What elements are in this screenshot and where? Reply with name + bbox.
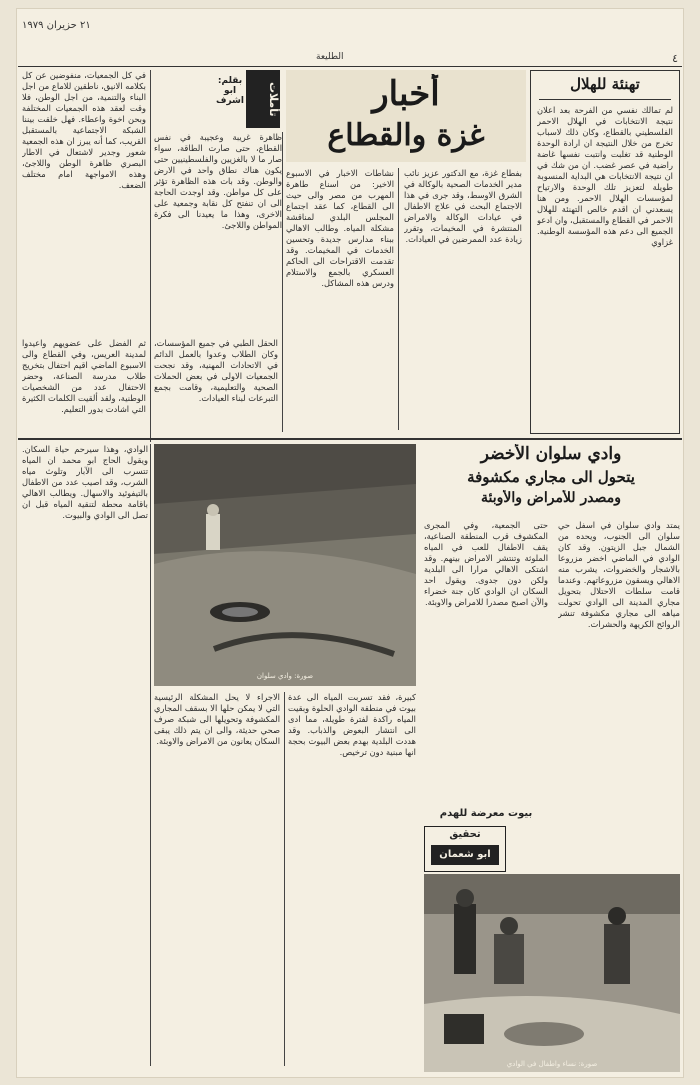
header-rule	[18, 66, 682, 67]
feature-column-2: حتى الجمعية، وفي المجرى المكشوف قرب المنطقة الصناعية، يقف الاطفال للعب في المياه الملوثة وتنتشر الامراض بينهم. وقد اشتكى الاهالي مرارا الى البلدية ولكن دون جدوى. ويقول احد السكان ان الوادي كان جنة خضراء والآن اصبح مصدرا للامراض والاوبئة.	[424, 520, 548, 607]
feature-column-1: يمتد وادي سلوان في اسفل حي سلوان الى الجنوب، ويحده من الشمال جبل الزيتون. وقد كان الوادي في الماضي اخضر مزروعا بالاشجار والخضروات، يشرب منه الاهالي ويسقون مزروعاتهم. وعندما قامت سلطات الاحتلال بتحويل مجاري المدينة الى الوادي تحولت مياهه الى مجاري مكشوفة تنشر الروائح الكريهة والحشرات.	[558, 520, 680, 629]
valley-photo	[154, 444, 416, 686]
feature-headline-3: ومصدر للأمراض والأوبئة	[481, 490, 621, 506]
newspaper-page	[16, 8, 684, 1078]
col-divider	[150, 444, 151, 1066]
issue-date: ٢١ حزيران ١٩٧٩	[22, 20, 91, 31]
news-column-right: بفطاع غزة، مع الدكتور عزيز نائب مدير الخدمات الصحية بالوكالة في الشرق الاوسط، وقد جرى في هذا الاجتماع البحث في علاج الاطفال في عيادات الوكالة والامراض المنتشرة في المخيمات، وتقرر زيادة عدد الممرضين في العيادات.	[404, 168, 522, 244]
col-divider	[282, 132, 283, 432]
mid-lower-column: الحقل الطبي في جميع المؤسسات، وكان الطلاب وعدوا بالعمل الدائم في الاتحادات المهنية، وقد نجحت الجمعيات الاولى في بعض الحملات الصحية والتعليمية، وقامت بجمع التبرعات لبناء العيادات.	[154, 338, 278, 403]
feature-column-3: كبيرة، فقد تسربت المياه الى عدة بيوت في منطقة الوادي الحلوة وبقيت المياه راكدة لفترة طويلة، مما ادى الى انتشار البعوض والذباب. وقد هددت البلدية بهدم بعض البيوت بحجة انها مبنية دون ترخيص.	[288, 692, 416, 757]
feature-headline-2: يتحول الى مجاري مكشوفة	[467, 468, 635, 486]
left-top-column: في كل الجمعيات، منفوضين عن كل بكلامه الانيق، ناطقين للاماع من اجل البناء والتنمية، من اجل الوطن، فلا وقت لعقد هذه الجمعيات المختلفة وبحن اخوة واعطاء. فهل خلقت بيننا الشبكة الاجتماعية بالمستقبل القريب، كما أنه يبرز ان هذه الجمعية شعور وجدير لاشتعال في الاطار البصري ظاهرة الوطن واللاجئ، وهذه الامواجهة امام مختلف الضعف.	[22, 70, 146, 190]
feature-subhead: بيوت معرضة للهدم	[439, 808, 533, 819]
badge-investigation-title: تحقيق	[449, 829, 481, 840]
badge-title: تأملات	[246, 70, 280, 128]
col-divider	[284, 692, 285, 1066]
congratulation-box	[530, 70, 680, 434]
feature-headline	[422, 444, 680, 514]
congratulation-title: تهنئة للهلال	[570, 75, 640, 93]
women-photo-graphic	[424, 874, 680, 1072]
col-divider	[150, 70, 151, 442]
mid-top-column: ظاهرة غريبة وعجيبة في نفس القطاع، حتى صارت الطاقة، سواء صار ما لا بالغزيين والفلسطينيين حتى يكون هناك نطاق واحد في الارض والوطن. وقد بات هذه الظاهرة تؤثر على كل مواطن. وقد اوجدت الحاجة الى ان تنفتح كل نقابة وجمعية على الاخرى، وهذا ما يعيدنا الى فكرة المواطن واللاجئ.	[154, 132, 282, 230]
masthead-line1: أخبار	[372, 74, 440, 114]
feature-column-4: الاجراء لا يحل المشكلة الرئيسية التي لا يمكن حلها الا بسقف المجاري المكشوفة وتحويلها الى شبكة صرف صحي حديثة، والى ان يتم ذلك يبقى السكان يعانون من الامراض والاوبئة.	[154, 692, 280, 746]
photo2-label: صورة: نساء واطفال في الوادي	[506, 1060, 598, 1068]
section-rule	[18, 438, 682, 440]
feature-headline-1: وادي سلوان الأخضر	[480, 444, 622, 464]
badge-author: بقلم: ابو اشرف	[216, 76, 244, 106]
news-column-mid: نشاطات الاخبار في الاسبوع الاخير: من اسناع طاهرة المهرب من مصر والى حيث الى القطاع، كما عقد اجتماع المجلس البلدي لمناقشة مشكلة المياه. وطالب الاهالي ببناء مدارس جديدة وتحسين الخدمات في المخيمات. وقد تقدمت الاقتراحات الى الحاكم العسكري بالجمع والاستلام ودرس هذه المشاكل.	[286, 168, 394, 288]
col-divider	[398, 168, 399, 430]
masthead-line2: غزة والقطاع	[327, 118, 485, 153]
column-badge	[216, 70, 282, 130]
investigation-badge	[424, 826, 506, 872]
feature-column-5: الوادي، وهذا سيرحم حياة السكان. ويقول الحاج ابو محمد ان المياه تتسرب الى الآبار وتلوث مياه الشرب، وقد اصيب عدد من الاطفال بالتيفوئيد والاسهال. ويطالب الاهالي باقامة محطة لتنقية المياه قبل ان تصل الى الوادي والبيوت.	[22, 444, 148, 520]
photo1-label: صورة: وادي سلوان	[256, 672, 314, 680]
title-underline	[539, 99, 671, 100]
masthead-headline	[286, 70, 526, 162]
badge-investigation-author: ابو شعمان	[431, 845, 499, 865]
left-mid-column: ثم الفضل على عضويهم واعيدوا لمدينة العريس، وفي القطاع والى الاسبوع الماضي اقيم احتفال بتخريج طلاب مدرسة الصناعة، وحضر الاحتفال عدد من الشخصيات الوطنية، ولقد ألقيت الكلمات الكثيرة التي اشادت بدور التعليم.	[22, 338, 146, 414]
page-number: ٤	[672, 52, 678, 65]
congratulation-body: لم تمالك نفسي من الفرحة بعد اعلان نتيجة الانتخابات في الهلال الاحمر الفلسطيني بالقطاع، وكان ذلك لاسباب تخرج من خلال النتيجة ان ارادة الوحدة الوطنية قد تغلبت وانتبت نفسها غاضة راضية في عصر غضب. ان من شك في ان نتيجة الانتخابات هي البداية المنسوبة طويلة لتعزيز تلك الوحدة والارتياح لمؤسسات الهلال الاحمر. ومن هنا يسعدني ان اقدم خالص التهنئة للهلال الاحمر في القطاع والمستقبل، وان ادعو الجميع الى دعم هذه المؤسسة الوطنية. غزاوي	[537, 105, 673, 247]
women-photo	[424, 874, 680, 1072]
section-name: الطليعة	[316, 52, 344, 62]
valley-photo-graphic	[154, 444, 416, 686]
